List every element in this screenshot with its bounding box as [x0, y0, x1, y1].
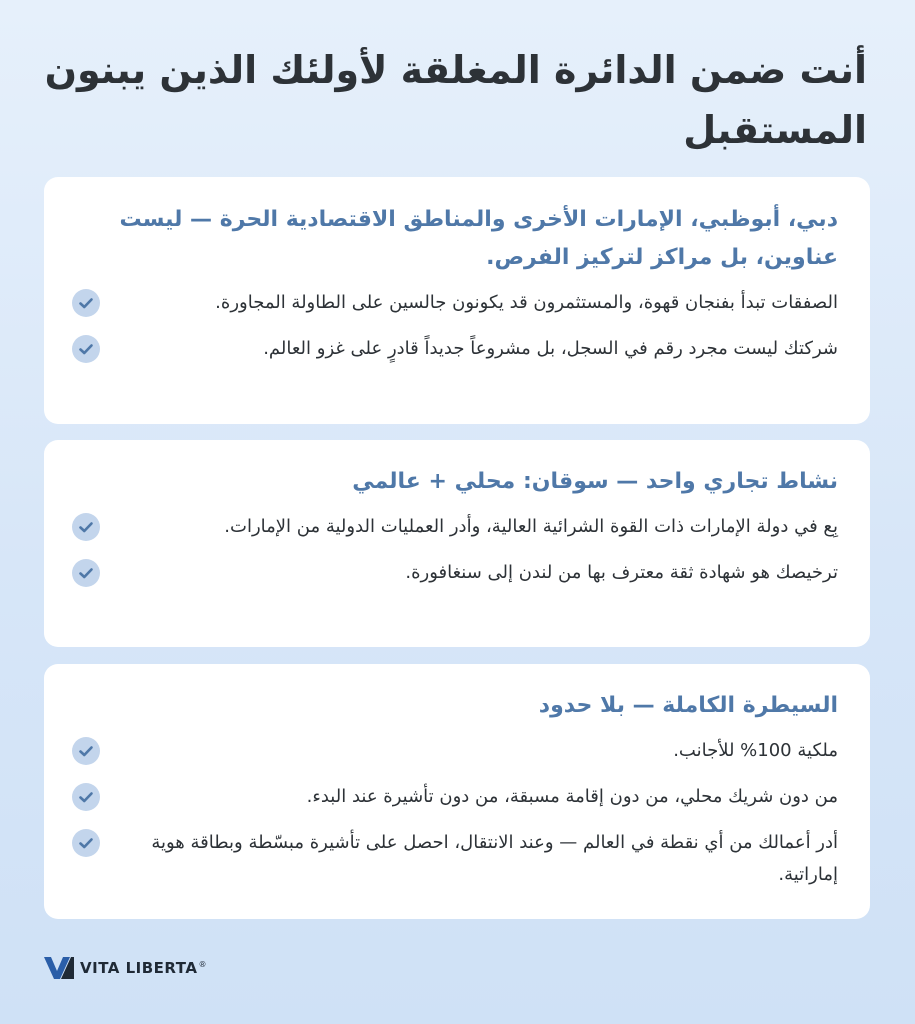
list-item-text: ترخيصك هو شهادة ثقة معترف بها من لندن إلى سنغافورة. — [405, 562, 838, 583]
list-item — [72, 781, 838, 813]
list-item-text: من دون شريك محلي، من دون إقامة مسبقة، من دون تأشيرة عند البدء. — [306, 786, 838, 807]
list-item — [72, 735, 838, 767]
list-item-text: ملكية 100% للأجانب. — [673, 740, 838, 761]
registered-mark: ® — [198, 960, 207, 969]
check-circle-icon — [72, 783, 100, 811]
feature-card-markets — [44, 440, 870, 647]
feature-card-locations — [44, 177, 870, 424]
list-item — [72, 827, 838, 891]
list-item-text: أدر أعمالك من أي نقطة في العالم — وعند الانتقال، احصل على تأشيرة مبسّطة وبطاقة هوية إماراتية. — [151, 832, 838, 885]
card-title: نشاط تجاري واحد — سوقان: محلي + عالمي — [352, 469, 838, 494]
card-title: دبي، أبوظبي، الإمارات الأخرى والمناطق الاقتصادية الحرة — ليست عناوين، بل مراكز لتركيز الفرص. — [119, 207, 838, 270]
check-circle-icon — [72, 513, 100, 541]
bullet-list — [72, 511, 838, 589]
check-circle-icon — [72, 829, 100, 857]
check-circle-icon — [72, 559, 100, 587]
logo-text — [80, 959, 207, 977]
brand-logo — [44, 954, 207, 982]
page-title: أنت ضمن الدائرة المغلقة لأولئك الذين يبنون المستقبل — [44, 48, 867, 152]
list-item-text: شركتك ليست مجرد رقم في السجل، بل مشروعاً جديداً قادرٍ على غزو العالم. — [263, 338, 838, 359]
feature-card-control — [44, 664, 870, 919]
bullet-list — [72, 287, 838, 365]
list-item — [72, 287, 838, 319]
list-item — [72, 511, 838, 543]
list-item-text: بِع في دولة الإمارات ذات القوة الشرائية العالية، وأدر العمليات الدولية من الإمارات. — [224, 516, 838, 537]
check-circle-icon — [72, 335, 100, 363]
logo-wordmark: VITA LIBERTA — [80, 959, 198, 977]
check-circle-icon — [72, 289, 100, 317]
check-circle-icon — [72, 737, 100, 765]
list-item — [72, 557, 838, 589]
card-title: السيطرة الكاملة — بلا حدود — [538, 693, 838, 718]
vl-monogram-icon — [44, 957, 74, 979]
list-item-text: الصفقات تبدأ بفنجان قهوة، والمستثمرون قد يكونون جالسين على الطاولة المجاورة. — [215, 292, 838, 313]
bullet-list — [72, 735, 838, 891]
list-item — [72, 333, 838, 365]
